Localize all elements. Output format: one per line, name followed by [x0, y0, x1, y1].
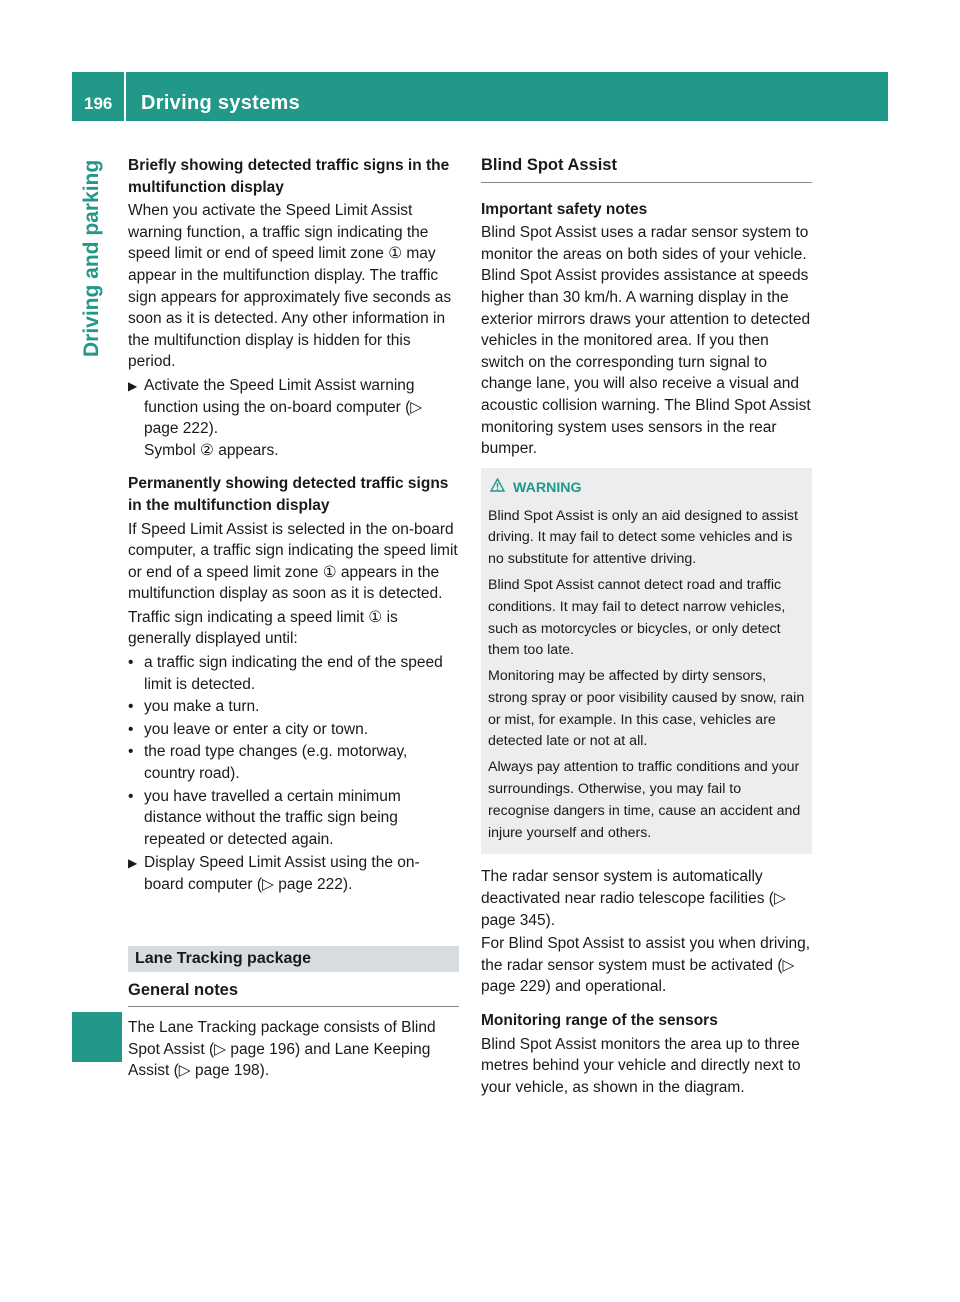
general-notes-paragraph: The Lane Tracking package consists of Blind Spot Assist (▷ page 196) and Lane Keeping Assist (▷ page 198). [128, 1019, 436, 1080]
chapter-title: Driving systems [141, 92, 301, 114]
bullet-list [128, 652, 459, 850]
warning-title: WARNING [513, 479, 582, 496]
section-band: Lane Tracking package [128, 946, 459, 972]
blind-spot-heading: Blind Spot Assist [481, 155, 812, 183]
brief-paragraph: When you activate the Speed Limit Assist warning function, a traffic sign indicating the speed limit or end of speed limit zone ① may appear in the multifunction display. The traffic sign appears for approximately five seconds as soon as it is detected. Any other information in the multifunction display is hidden for this period. [128, 202, 452, 371]
list-item: • you make a turn. [128, 696, 459, 718]
warning-paragraph: Blind Spot Assist is only an aid designed to assist driving. It may fail to detect some vehicles and is no substitute for attentive driving. [488, 507, 798, 568]
right-column [481, 155, 812, 1100]
bullet-icon: • [128, 654, 134, 672]
activate-paragraph: For Blind Spot Assist to assist you when driving, the radar sensor system must be activated (▷ page 229) and operational. [481, 935, 811, 996]
header-divider [124, 72, 126, 121]
list-item: • you have travelled a certain minimum distance without the traffic sign being repeated or detected again. [128, 786, 459, 851]
left-column [128, 155, 459, 1084]
action-arrow-icon: ▶ [128, 378, 138, 393]
bullet-icon: • [128, 698, 134, 716]
warning-paragraph: Blind Spot Assist cannot detect road and traffic conditions. It may fail to detect narrow vehicles, such as motorcycles or bicycles, or only detect them too late. [488, 576, 786, 659]
monitoring-heading: Monitoring range of the sensors [481, 1012, 718, 1030]
radar-paragraph: The radar sensor system is automatically deactivated near radio telescope facilities (▷ page 345). [481, 868, 786, 929]
permanent-paragraph-2: Traffic sign indicating a speed limit ① is generally displayed until: [128, 608, 398, 648]
warning-triangle-icon [490, 478, 505, 500]
action-arrow-icon: ▶ [128, 856, 138, 871]
list-item: • you leave or enter a city or town. [128, 719, 459, 741]
warning-paragraph: Monitoring may be affected by dirty sensors, strong spray or poor visibility caused by snow, rain or mist, for example. In this case, vehicles are detected late or not at all. [488, 668, 805, 750]
bullet-icon: • [128, 720, 134, 738]
warning-title-row [490, 478, 805, 500]
brief-heading: Briefly showing detected traffic signs in the multifunction display [128, 157, 450, 196]
list-item: • the road type changes (e.g. motorway, country road). [128, 741, 459, 784]
warning-box [481, 468, 812, 855]
permanent-action: Display Speed Limit Assist using the on-board computer (▷ page 222). [144, 854, 420, 893]
page-number: 196 [84, 94, 113, 113]
brief-result: Symbol ② appears. [144, 441, 279, 459]
action-item [128, 852, 459, 895]
bullet-icon: • [128, 787, 134, 805]
action-item [128, 375, 459, 461]
brief-action: Activate the Speed Limit Assist warning function using the on-board computer (▷ page 222). [144, 376, 423, 438]
side-marker [72, 1012, 122, 1062]
warning-paragraph: Always pay attention to traffic conditions and your surroundings. Otherwise, you may fail to recognise dangers in time, cause an accident and injure yourself and others. [488, 759, 801, 841]
general-notes-heading: General notes [128, 980, 459, 1008]
bullet-icon: • [128, 743, 134, 761]
list-item: • a traffic sign indicating the end of the speed limit is detected. [128, 652, 459, 695]
permanent-paragraph-1: If Speed Limit Assist is selected in the on-board computer, a traffic sign indicating the speed limit or end of a speed limit zone ① appears in the multifunction display as soon as it is detected. [128, 520, 458, 603]
safety-heading: Important safety notes [481, 200, 648, 218]
permanent-heading: Permanently showing detected traffic signs in the multifunction display [128, 475, 449, 514]
monitoring-paragraph: Blind Spot Assist monitors the area up to three metres behind your vehicle and directly next to your vehicle, as shown in the diagram. [481, 1035, 801, 1096]
safety-paragraph: Blind Spot Assist uses a radar sensor system to monitor the areas on both sides of your vehicle. Blind Spot Assist provides assistance at speeds higher than 30 km/h. A warning display in the exterior mirrors draws your attention to detected vehicles in the monitored area. If you then switch on the corresponding turn signal to change lane, you will also receive a visual and acoustic collision warning. The Blind Spot Assist monitoring system uses sensors in the rear bumper. [481, 224, 811, 458]
side-tab-label: Driving and parking [80, 159, 103, 357]
